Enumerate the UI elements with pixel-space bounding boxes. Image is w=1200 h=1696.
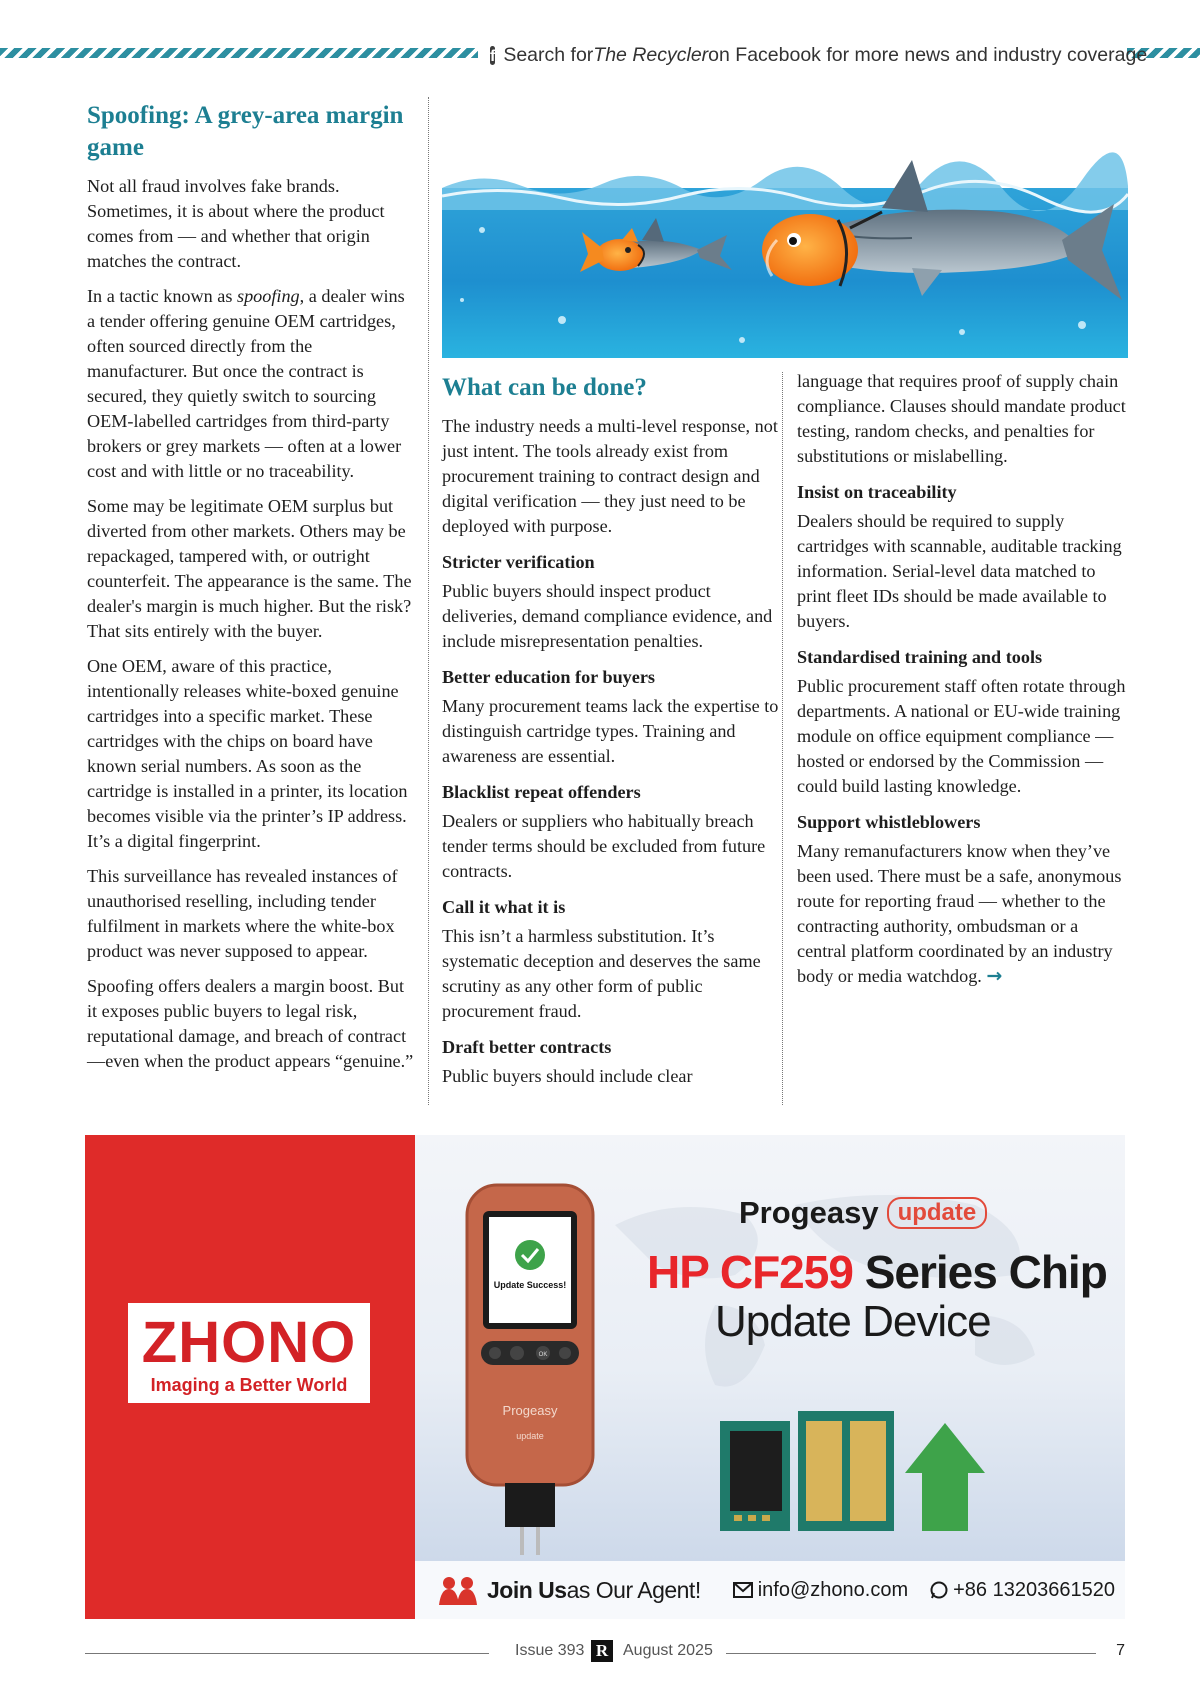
zhono-advertisement[interactable]	[85, 1135, 1125, 1619]
subheading: Draft better contracts	[442, 1037, 612, 1057]
subheading: Insist on traceability	[797, 482, 957, 502]
subheading: Blacklist repeat offenders	[442, 782, 641, 802]
subheading: Standardised training and tools	[797, 647, 1043, 667]
issue-number: Issue 393	[515, 1642, 585, 1659]
paragraph: One OEM, aware of this practice, intentionally releases white-boxed genuine cartridges into a specific market. These cartridges with the chips on board have known serial numbers. As soon as the cartridge is installed in a printer, its location becomes visible via the printer’s IP address. It’s a digital fingerprint.	[87, 656, 408, 851]
page-number: 7	[1116, 1642, 1125, 1659]
right-column	[797, 369, 1129, 999]
chip-model: HP CF259	[647, 1246, 853, 1298]
banner-prefix: Search for	[503, 43, 594, 66]
paragraph: Not all fraud involves fake brands. Sometimes, it is about where the product comes from — and whether that origin matches the contract.	[87, 176, 385, 271]
progeasy-device-image	[465, 1183, 595, 1563]
middle-column	[442, 372, 782, 1099]
column-divider	[428, 97, 429, 1105]
ad-contact-bar	[415, 1561, 1125, 1619]
subheading: Stricter verification	[442, 552, 595, 572]
ad-email[interactable]: info@zhono.com	[733, 1579, 908, 1602]
device-ok-label: OK	[538, 1352, 548, 1358]
paragraph: Public buyers should inspect product deliveries, demand compliance evidence, and include misrepresentation penalties.	[442, 581, 773, 651]
subheading: Support whistleblowers	[797, 812, 981, 832]
paragraph: Many remanufacturers know when they’ve been used. There must be a safe, anonymous route for reporting fraud — whether to the contracting authority, ombudsman or a central platform coordinated by an industry body or media watchdog. →	[797, 841, 1122, 987]
facebook-icon: f	[490, 47, 496, 65]
paragraph: This surveillance has revealed instances of unauthorised reselling, including tender fulfilment in markets where the white-box product was never supposed to appear.	[87, 866, 398, 961]
continue-arrow-icon[interactable]: →	[986, 965, 1003, 987]
issue-date: August 2025	[623, 1642, 713, 1659]
ad-subheadline: Update Device	[715, 1297, 991, 1346]
update-tag: update	[887, 1197, 988, 1229]
ad-product-panel	[415, 1135, 1125, 1561]
footer-rule	[85, 1653, 489, 1654]
zhono-wordmark: ZHONO	[141, 1310, 357, 1375]
paragraph: The industry needs a multi-level response, not just intent. The tools already exist from procurement training to contract design and digital verification — they just need to be deployed with purpose.	[442, 416, 778, 536]
paragraph: This isn’t a harmless substitution. It’s systematic deception and deserves the same scrutiny as any other form of public procurement fraud.	[442, 926, 761, 1021]
page-footer	[85, 1640, 1125, 1666]
subheading: Call it what it is	[442, 897, 566, 917]
header-stripe-left	[0, 48, 478, 58]
join-agent-link[interactable]: Join Us as Our Agent!	[437, 1575, 701, 1605]
chip-image	[710, 1411, 1010, 1531]
progeasy-brand: Progeasy update	[739, 1195, 987, 1231]
footer-rule	[726, 1653, 1096, 1654]
paragraph: Some may be legitimate OEM surplus but diverted from other markets. Others may be repackaged, tampered with, or outright counterfeit. The appearance is the same. The dealer's margin is much higher. But the risk? That sits entirely with the buyer.	[87, 496, 412, 641]
spoofing-term: spoofing	[237, 286, 300, 306]
device-brand-label: Progeasy	[502, 1403, 558, 1418]
whatsapp-icon	[930, 1581, 948, 1599]
paragraph: language that requires proof of supply chain compliance. Clauses should mandate product testing, random checks, and penalties for substitutions or mislabelling.	[797, 371, 1126, 466]
mail-icon	[733, 1582, 753, 1598]
device-screen-text: Update Success!	[493, 1280, 567, 1290]
paragraph: Dealers or suppliers who habitually breach tender terms should be excluded from future contracts.	[442, 811, 766, 881]
column-divider	[782, 372, 783, 1105]
paragraph: Spoofing offers dealers a margin boost. But it exposes public buyers to legal risk, reputational damage, and breach of contract—even when the product appears “genuine.”	[87, 976, 414, 1071]
ad-phone[interactable]: +86 13203661520	[930, 1579, 1115, 1602]
zhono-logo	[128, 1303, 370, 1403]
paragraph: Public procurement staff often rotate through departments. A national or EU-wide training module on office equipment compliance — hosted or endorsed by the Commission — could build lasting knowledge.	[797, 676, 1126, 796]
paragraph: Many procurement teams lack the expertise to distinguish cartridge types. Training and awareness are essential.	[442, 696, 779, 766]
device-sub-label: update	[516, 1431, 544, 1441]
what-can-be-done-heading: What can be done?	[442, 374, 647, 401]
zhono-tagline: Imaging a Better World	[150, 1375, 348, 1395]
subheading: Better education for buyers	[442, 667, 656, 687]
shark-goldfish-illustration	[442, 100, 1128, 358]
spoofing-heading: Spoofing: A grey-area margin game	[87, 102, 404, 161]
paragraph: In a tactic known as spoofing, a dealer wins a tender offering genuine OEM cartridges, often sourced directly from the manufacturer. But once the contract is secured, they quietly switch to sourcing OEM-labelled cartridges from third-party brokers or grey markets — often at a lower cost and with little or no traceability.	[87, 286, 405, 481]
facebook-banner[interactable]	[490, 40, 1148, 70]
paragraph: Dealers should be required to supply cartridges with scannable, auditable tracking information. Serial-level data matched to print fleet IDs should be made available to buyers.	[797, 511, 1122, 631]
left-column	[87, 100, 417, 1084]
recycler-logo-icon: R	[591, 1640, 613, 1662]
banner-publication: The Recycler	[593, 43, 709, 66]
ad-headline: HP CF259 Series Chip	[647, 1246, 1107, 1298]
banner-suffix: on Facebook for more news and industry coverage	[708, 43, 1148, 66]
paragraph: Public buyers should include clear	[442, 1066, 693, 1086]
ad-red-panel	[85, 1135, 415, 1619]
people-icon	[437, 1575, 481, 1605]
